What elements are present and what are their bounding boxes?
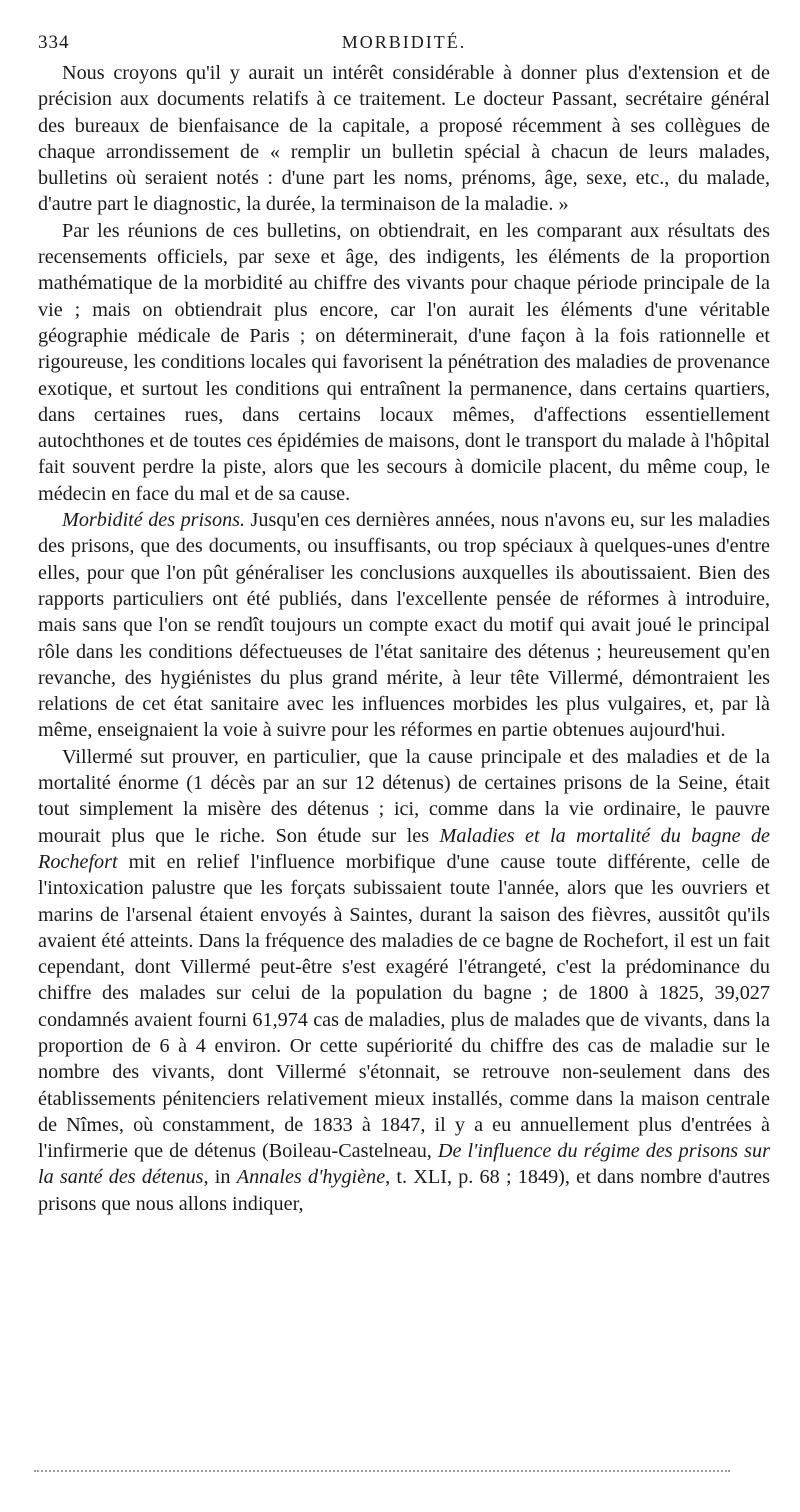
paragraph-geography: Par les réunions de ces bulletins, on obtiendrait, en les comparant aux résultats des recensements officiels, par sexe et âge, des indigents, les éléments de la proportion mathématique de la morbidité au chiffre des vivants pour chaque période principale de la vie ; mais on obtiendrait plus encore, car l'on aurait les éléments d'une véritable géographie médicale de Paris ; on déterminerait, d'une façon à la fois rationnelle et rigoureuse, les conditions locales qui favorisent la pénétration des maladies de provenance exotique, et surtout les conditions qui entraînent la permanence, dans certains quartiers, dans certaines rues, dans certains locaux mêmes, d'affections essentiellement autochthones et de toutes ces épidémies de maisons, dont le transport du malade à l'hôpital fait souvent perdre la piste, alors que les secours à domicile placent, du même coup, le médecin en face du mal et de sa cause.: [38, 219, 770, 505]
citation-rochefort: Maladies et la mortalité du bagne de Rochefort: [38, 824, 771, 873]
page-number: 334: [38, 32, 70, 53]
body-text: [38, 60, 770, 1217]
paragraph-prisons: [38, 507, 770, 744]
running-title: MORBIDITÉ.: [341, 32, 467, 52]
paragraph-villerme: [38, 744, 770, 1217]
paragraph-villerme-text-b: mit en relief l'influence morbifique d'une cause toute différente, celle de l'intoxication palustre que les forçats subissaient toute l'année, alors que les ouvriers et marins de l'arsenal étaient envoyés à Saintes, durant la saison des fièvres, aussitôt qu'ils avaient été atteints. Dans la fréquence des maladies de ce bagne de Rochefort, il est un fait cependant, dont Villermé peut-être s'est exagéré l'étrangeté, c'est la prédominance du chiffre des malades sur celui de la population du bagne ; de 1800 à 1825, 39,027 condamnés avaient fourni 61,974 cas de maladies, plus de malades que de vivants, dans la proportion de 6 à 4 environ. Or cette supériorité du chiffre des cas de maladie sur le nombre des vivants, dont Villermé s'étonnait, se retrouve non-seulement dans des établissements pénitenciers relativement mieux installés, comme dans la maison centrale de Nîmes, où constamment, de 1833 à 1847, il y a eu annuellement plus d'entrées à l'infirmerie que de détenus (Boileau-Castelneau,: [38, 850, 770, 1163]
citation-boileau: De l'influence du régime des prisons sur la santé des détenus: [38, 1140, 770, 1189]
paragraph-villerme-text-c: , in: [203, 1166, 237, 1189]
paragraph-villerme-text-d: , t. XLI, p. 68 ; 1849), et dans nombre d'autres prisons que nous allons indiquer,: [38, 1166, 770, 1215]
paragraph-prisons-text: Jusqu'en ces dernières années, nous n'avons eu, sur les maladies des prisons, que des documents, ou insuffisants, ou trop spéciaux à quelques-unes d'entre elles, pour que l'on pût généraliser les conclusions auxquelles ils aboutissaient. Bien des rapports particuliers ont été publiés, dans l'excellente pensée de réformes à introduire, mais sans que l'on se rendît toujours un compte exact du motif qui avait joué le principal rôle dans les conditions défectueuses de l'état sanitaire des détenus ; heureusement qu'en revanche, des hygiénistes du plus grand mérite, à leur tête Villermé, démontraient les relations de cet état sanitaire avec les influences morbides les plus vulgaires, et, par là même, enseignaient la voie à suivre pour les réformes en partie obtenues aujourd'hui.: [38, 509, 770, 742]
paragraph-villerme-text-a: Villermé sut prouver, en particulier, que la cause principale et des maladies et de la mortalité énorme (1 décès par an sur 12 détenus) de certaines prisons de la Seine, était tout simplement la misère des détenus ; ici, comme dans la vie ordinaire, le pauvre mourait plus que le riche. Son étude sur les: [38, 745, 770, 847]
footer-dotted-rule: [34, 1470, 730, 1472]
section-heading-prisons: Morbidité des prisons.: [62, 509, 246, 532]
paragraph-bulletin: Nous croyons qu'il y aurait un intérêt considérable à donner plus d'extension et de précision aux documents relatifs à ce traitement. Le docteur Passant, secrétaire général des bureaux de bienfaisance de la capitale, a proposé récemment à ses collègues de chaque arrondissement de « remplir un bulletin spécial à chacun de leurs malades, bulletins où seraient notés : d'une part les noms, prénoms, âge, sexe, etc., du malade, d'autre part le diagnostic, la durée, la terminaison de la maladie. »: [38, 62, 770, 216]
running-head: [38, 26, 770, 60]
book-page: [38, 26, 770, 1217]
citation-annales: Annales d'hygiène: [236, 1166, 386, 1189]
